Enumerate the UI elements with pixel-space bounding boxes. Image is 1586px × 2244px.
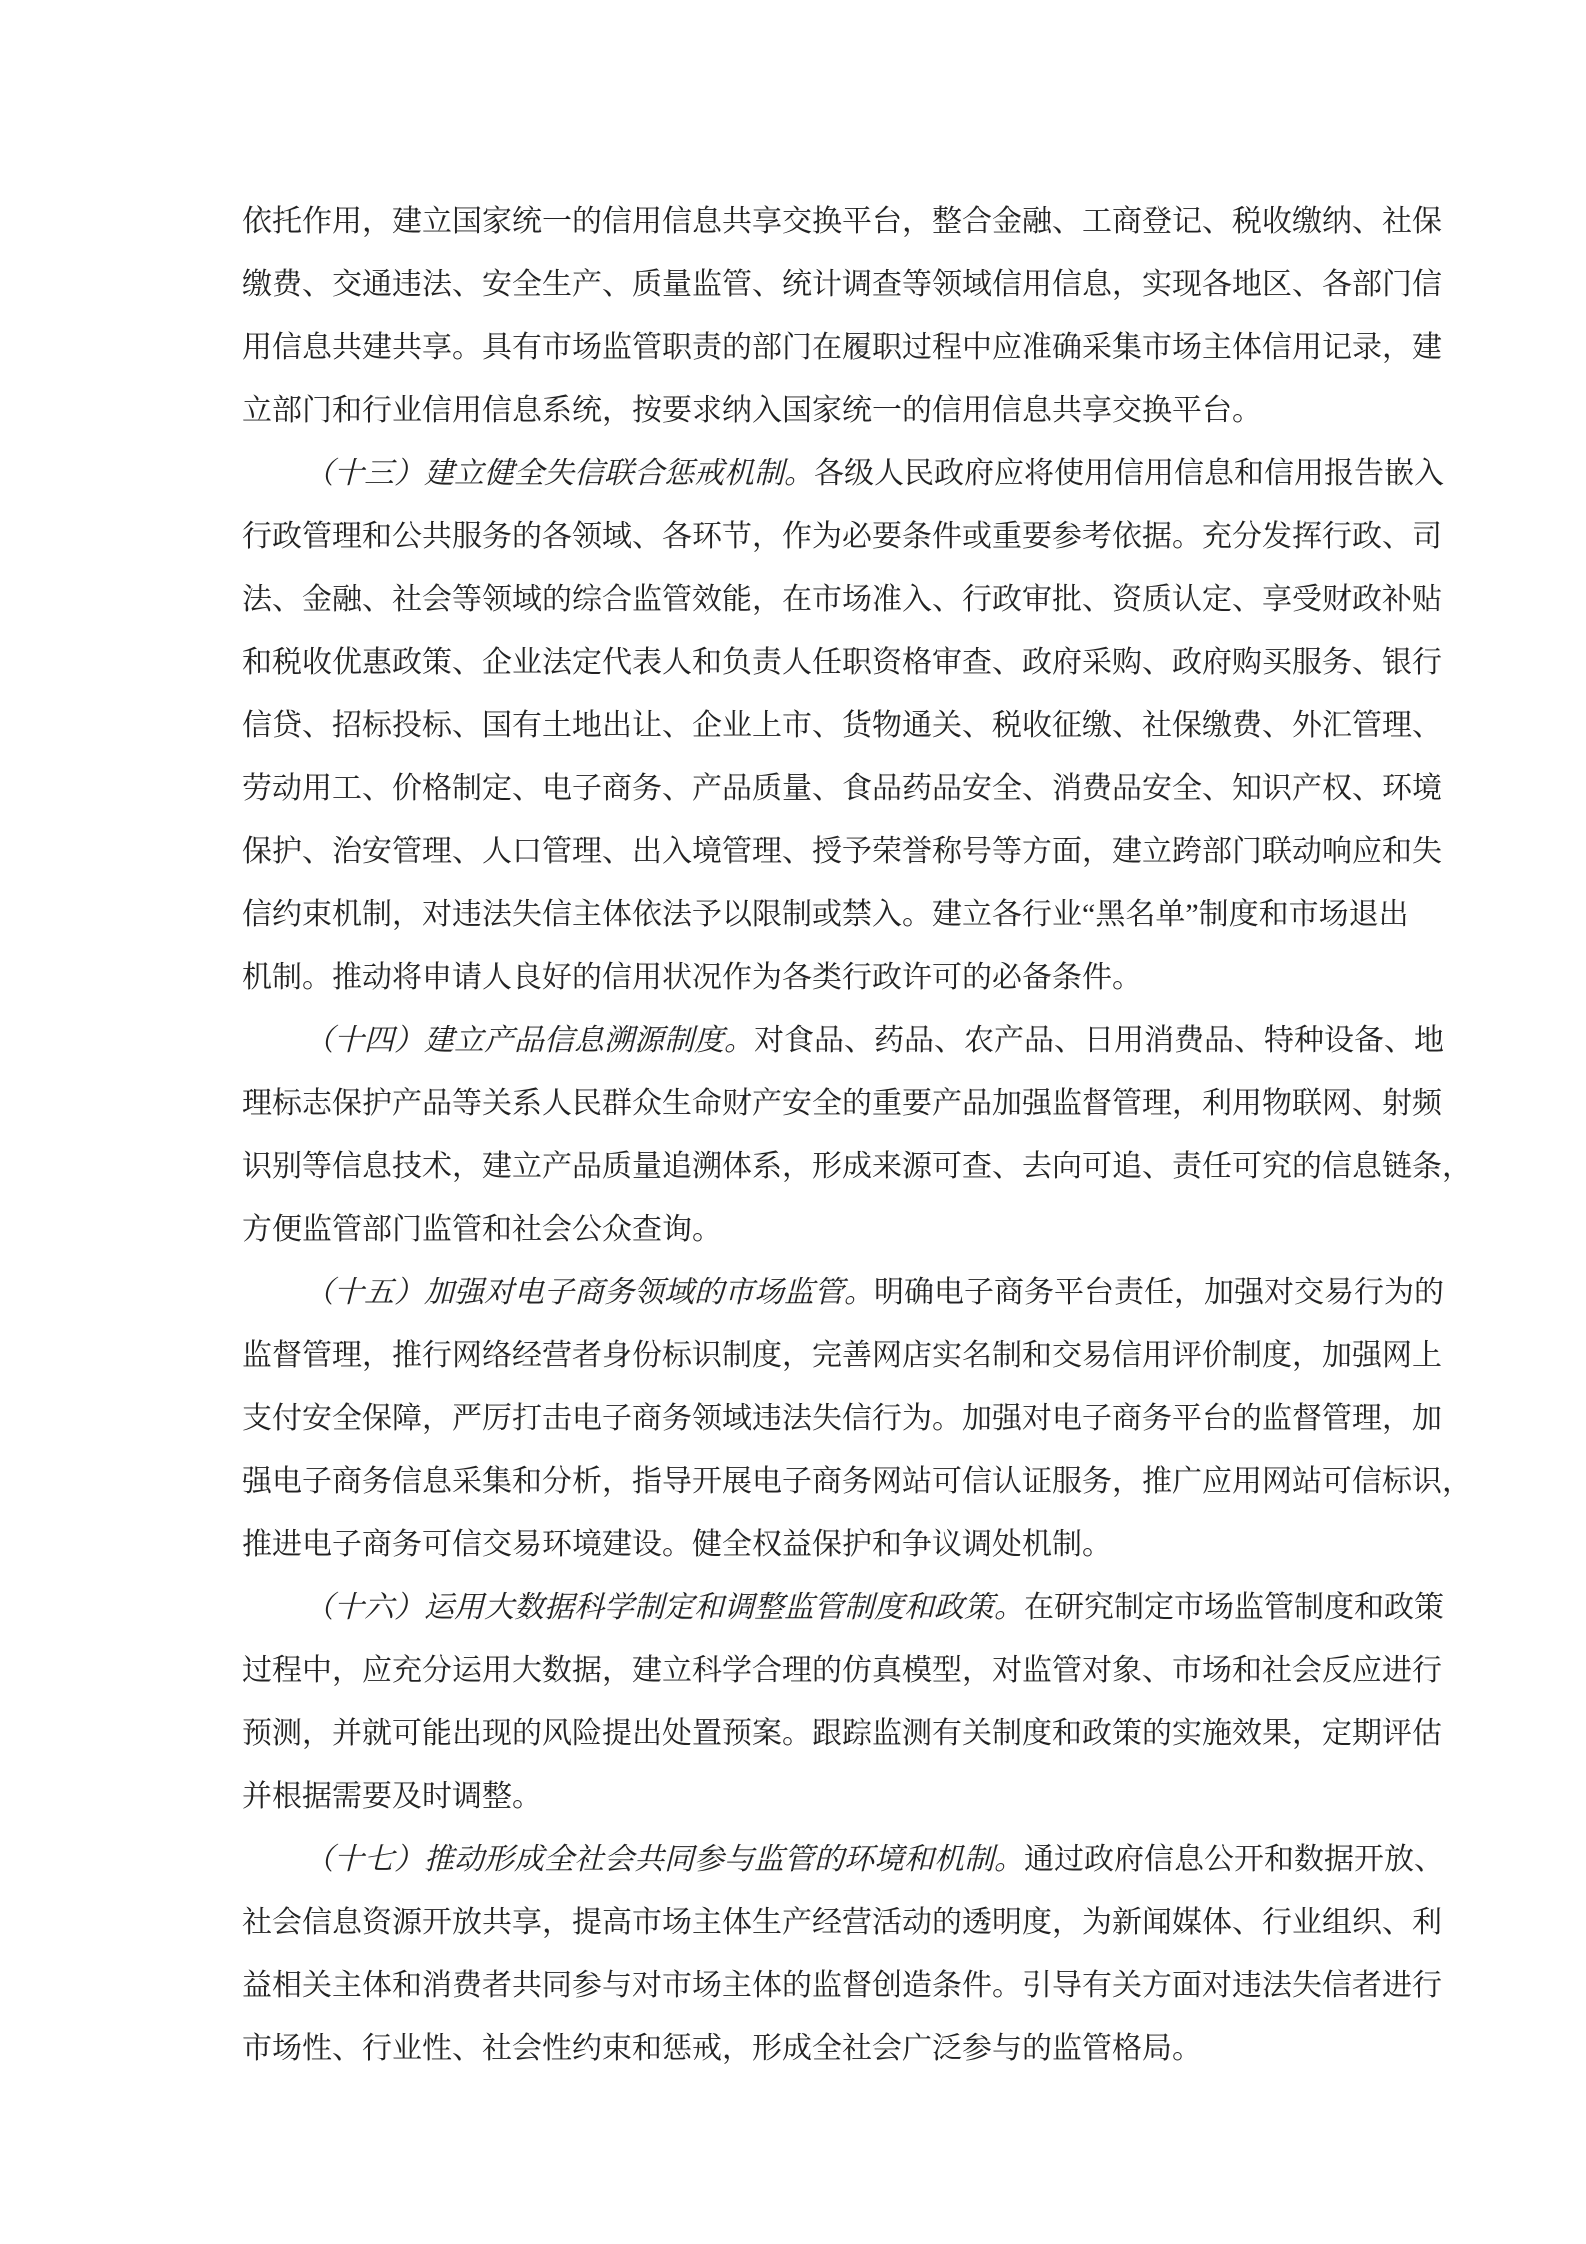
- paragraph-line: [242, 379, 1355, 442]
- line-text: 行政管理和公共服务的各领域、各环节，作为必要条件或重要参考依据。充分发挥行政、司: [242, 520, 1442, 553]
- line-text: 各级人民政府应将使用信用信息和信用报告嵌入: [814, 457, 1444, 490]
- line-text: 支付安全保障，严厉打击电子商务领域违法失信行为。加强对电子商务平台的监督管理，加: [242, 1402, 1442, 1435]
- paragraph-line: [242, 316, 1442, 379]
- paragraph-line: [242, 946, 1355, 1009]
- paragraph-line: [242, 1387, 1442, 1450]
- paragraph-line: [242, 190, 1442, 253]
- line-text: 理标志保护产品等关系人民群众生命财产安全的重要产品加强监督管理，利用物联网、射频: [242, 1087, 1442, 1120]
- line-text: 依托作用，建立国家统一的信用信息共享交换平台，整合金融、工商登记、税收缴纳、社保: [242, 205, 1442, 238]
- paragraph-line: [242, 1135, 1472, 1198]
- line-text: 益相关主体和消费者共同参与对市场主体的监督创造条件。引导有关方面对违法失信者进行: [242, 1969, 1442, 2002]
- paragraph-line: [242, 1450, 1472, 1513]
- line-text: 信贷、招标投标、国有土地出让、企业上市、货物通关、税收征缴、社保缴费、外汇管理、: [242, 709, 1442, 742]
- paragraph-line: [242, 1639, 1442, 1702]
- line-text: 通过政府信息公开和数据开放、: [1024, 1843, 1444, 1876]
- paragraph-line: [242, 1891, 1442, 1954]
- paragraph-line: [242, 1828, 1444, 1891]
- paragraph-line: [242, 1702, 1442, 1765]
- paragraph-line: [242, 253, 1442, 316]
- paragraph-line: [242, 568, 1442, 631]
- paragraph-line: [242, 883, 1409, 946]
- line-text: 劳动用工、价格制定、电子商务、产品质量、食品药品安全、消费品安全、知识产权、环境: [242, 772, 1442, 805]
- line-text: 预测，并就可能出现的风险提出处置预案。跟踪监测有关制度和政策的实施效果，定期评估: [242, 1717, 1442, 1750]
- paragraph-line: [242, 1954, 1442, 2017]
- line-text: 过程中，应充分运用大数据，建立科学合理的仿真模型，对监管对象、市场和社会反应进行: [242, 1654, 1442, 1687]
- line-text: 监督管理，推行网络经营者身份标识制度，完善网店实名制和交易信用评价制度，加强网上: [242, 1339, 1442, 1372]
- line-text: 和税收优惠政策、企业法定代表人和负责人任职资格审查、政府采购、政府购买服务、银行: [242, 646, 1442, 679]
- line-text: 信约束机制，对违法失信主体依法予以限制或禁入。建立各行业“黑名单”制度和市场退出: [242, 898, 1409, 931]
- line-text: 立部门和行业信用信息系统，按要求纳入国家统一的信用信息共享交换平台。: [242, 394, 1262, 427]
- section-heading: （十七）推动形成全社会共同参与监管的环境和机制。: [304, 1842, 1024, 1877]
- paragraph-line: [242, 1513, 1355, 1576]
- section-heading: （十四）建立产品信息溯源制度。: [304, 1023, 754, 1058]
- paragraph-line: [242, 505, 1442, 568]
- line-text: 社会信息资源开放共享，提高市场主体生产经营活动的透明度，为新闻媒体、行业组织、利: [242, 1906, 1442, 1939]
- paragraph-line: [242, 1198, 1355, 1261]
- paragraph-line: [242, 757, 1442, 820]
- section-heading: （十六）运用大数据科学制定和调整监管制度和政策。: [304, 1590, 1024, 1625]
- paragraph-line: [242, 1576, 1444, 1639]
- line-text: 保护、治安管理、人口管理、出入境管理、授予荣誉称号等方面，建立跨部门联动响应和失: [242, 835, 1442, 868]
- line-text: 缴费、交通违法、安全生产、质量监管、统计调查等领域信用信息，实现各地区、各部门信: [242, 268, 1442, 301]
- line-text: 方便监管部门监管和社会公众查询。: [242, 1213, 722, 1246]
- paragraph-line: [242, 1324, 1442, 1387]
- paragraph-line: [242, 442, 1444, 505]
- line-text: 明确电子商务平台责任，加强对交易行为的: [874, 1276, 1444, 1309]
- paragraph-line: [242, 694, 1442, 757]
- line-text: 市场性、行业性、社会性约束和惩戒，形成全社会广泛参与的监管格局。: [242, 2032, 1202, 2065]
- paragraph-line: [242, 1765, 1355, 1828]
- line-text: 强电子商务信息采集和分析，指导开展电子商务网站可信认证服务，推广应用网站可信标识，: [242, 1465, 1472, 1498]
- line-text: 在研究制定市场监管制度和政策: [1024, 1591, 1444, 1624]
- paragraph-line: [242, 2017, 1355, 2080]
- section-heading: （十五）加强对电子商务领域的市场监管。: [304, 1275, 874, 1310]
- line-text: 机制。推动将申请人良好的信用状况作为各类行政许可的必备条件。: [242, 961, 1142, 994]
- paragraph-line: [242, 820, 1442, 883]
- paragraph-line: [242, 631, 1442, 694]
- line-text: 法、金融、社会等领域的综合监管效能，在市场准入、行政审批、资质认定、享受财政补贴: [242, 583, 1442, 616]
- line-text: 并根据需要及时调整。: [242, 1780, 542, 1813]
- paragraph-line: [242, 1072, 1442, 1135]
- paragraph-line: [242, 1009, 1444, 1072]
- line-text: 识别等信息技术，建立产品质量追溯体系，形成来源可查、去向可追、责任可究的信息链条，: [242, 1150, 1472, 1183]
- line-text: 用信息共建共享。具有市场监管职责的部门在履职过程中应准确采集市场主体信用记录，建: [242, 331, 1442, 364]
- paragraph-line: [242, 1261, 1444, 1324]
- line-text: 对食品、药品、农产品、日用消费品、特种设备、地: [754, 1024, 1444, 1057]
- document-body: [242, 190, 1472, 2080]
- section-heading: （十三）建立健全失信联合惩戒机制。: [304, 456, 814, 491]
- line-text: 推进电子商务可信交易环境建设。健全权益保护和争议调处机制。: [242, 1528, 1112, 1561]
